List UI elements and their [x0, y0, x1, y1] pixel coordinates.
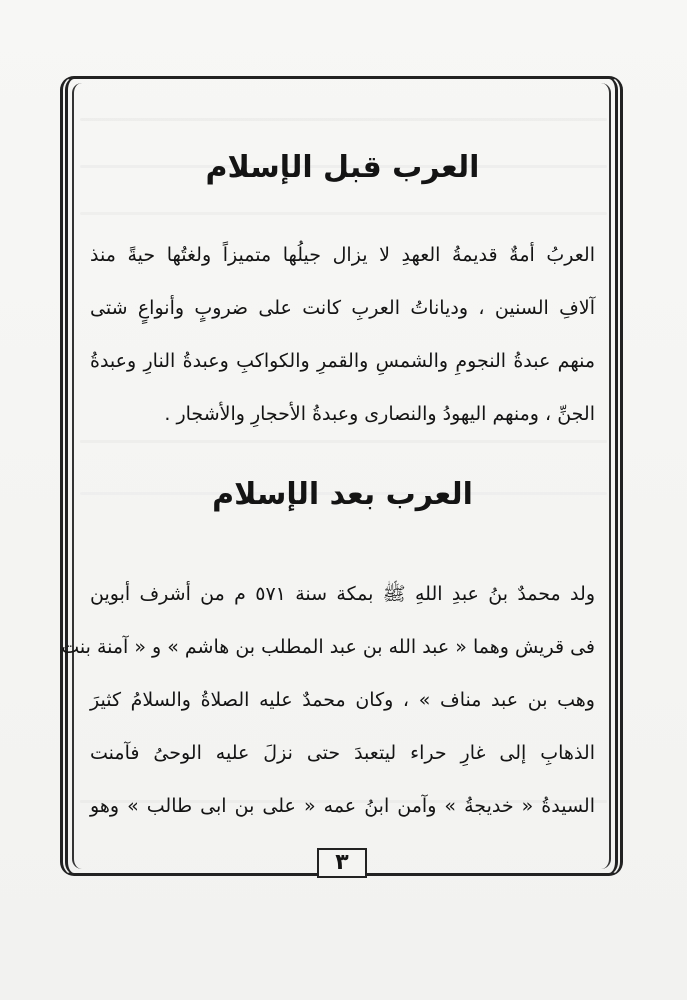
text-line: فى قريش وهما « عبد الله بن عبد المطلب بن هاشم » و « آمنة بنت — [61, 636, 595, 658]
paragraph-before-islam — [90, 229, 595, 441]
text-line: العربُ أمةٌ قديمةُ العهدِ لا يزال جيلُها متميزاً ولغتُها حيةً منذ — [90, 244, 595, 266]
text-line: منهم عبدةُ النجومِ والشمسِ والقمرِ والكواكبِ وعبدةُ النارِ وعبدةُ — [90, 350, 595, 372]
page-number-box: ٣ — [317, 848, 367, 878]
text-line: آلافِ السنين ، ودياناتُ العربِ كانت على ضروبٍ وأنواعٍ شتى — [90, 297, 595, 319]
text-line: السيدةُ « خديجةُ » وآمن ابنُ عمه « على بن ابى طالب » وهو — [90, 795, 595, 817]
section-heading-after-islam: العرب بعد الإسلام — [212, 477, 473, 512]
text-line: الذهابِ إلى غارِ حراء ليتعبدَ حتى نزلَ عليه الوحىُ فآمنت — [90, 742, 595, 764]
text-line: الجنِّ ، ومنهم اليهودُ والنصارى وعبدةُ الأحجارِ والأشجار . — [164, 403, 595, 425]
page-content — [61, 130, 595, 833]
section-heading-before-islam: العرب قبل الإسلام — [205, 150, 480, 185]
paragraph-after-islam — [61, 568, 595, 833]
text-line: ولد محمدٌ بنُ عبدِ اللهِ ﷺ بمكة سنة ٥٧١ م من أشرف أبوين — [90, 583, 595, 605]
text-line: وهب بن عبد مناف » ، وكان محمدٌ عليه الصلاةُ والسلامُ كثيرَ — [90, 689, 595, 711]
